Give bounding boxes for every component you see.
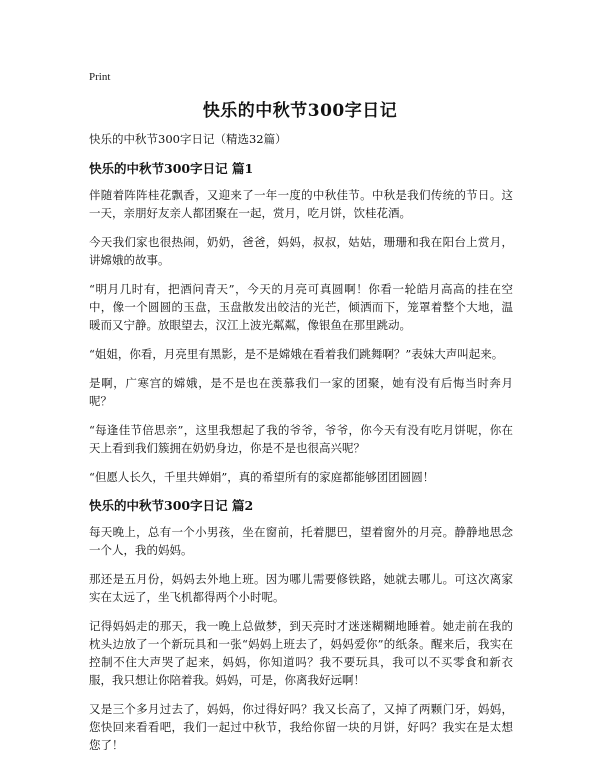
paragraph: 每天晚上，总有一个小男孩，坐在窗前，托着腮巴，望着窗外的月亮。静静地思念一个人，我的妈妈。 <box>89 525 513 557</box>
paragraph: 那还是五月份，妈妈去外地上班。因为哪儿需要修铁路，她就去哪儿。可这次离家实在太远了，坐飞机都得两个小时呢。 <box>89 572 513 604</box>
paragraph: 是啊，广寒宫的嫦娥，是不是也在羡慕我们一家的团聚，她有没有后悔当时奔月呢？ <box>89 376 513 408</box>
paragraph: 记得妈妈走的那天，我一晚上总做梦，到天亮时才迷迷糊糊地睡着。她走前在我的枕头边放了一个新玩具和一张“妈妈上班去了，妈妈爱你”的纸条。醒来后，我实在控制不住大声哭了起来，妈妈，你知道吗？我不要玩具，我可以不买零食和新衣服，我只想让你陪着我。妈妈，可是，你离我好远啊！ <box>89 619 513 687</box>
paragraph: “但愿人长久，千里共婵娟”，真的希望所有的家庭都能够团团圆圆！ <box>89 470 435 484</box>
section-heading: 快乐的中秋节300字日记 篇2 <box>89 498 254 513</box>
paragraph: 又是三个多月过去了，妈妈，你过得好吗？我又长高了，又掉了两颗门牙，妈妈，您快回来看看吧，我们一起过中秋节，我给你留一块的月饼，好吗？我实在是太想您了！ <box>89 702 513 752</box>
section-heading: 快乐的中秋节300字日记 篇1 <box>89 161 254 176</box>
paragraph: “每逢佳节倍思亲”，这里我想起了我的爷爷，爷爷，你今天有没有吃月饼呢，你在天上看到我们簇拥在奶奶身边，你是不是也很高兴呢？ <box>89 423 513 455</box>
page-title: 快乐的中秋节300字日记 <box>202 101 398 121</box>
paragraph: “姐姐，你看，月亮里有黑影，是不是嫦娥在看着我们跳舞啊？”表妹大声叫起来。 <box>89 347 504 361</box>
section-1 <box>89 160 513 486</box>
paragraph: 今天我们家也很热闹，奶奶，爸爸，妈妈，叔叔，姑姑，珊珊和我在阳台上赏月，讲嫦娥的故事。 <box>89 235 513 267</box>
paragraph: “明月几时有，把酒问青天”，今天的月亮可真圆啊！你看一轮皓月高高的挂在空中，像一个圆圆的玉盘，玉盘散发出皎洁的光芒，倾洒而下，笼罩着整个大地，温暖而又宁静。放眼望去，汉江上波光粼粼，像银鱼在那里跳动。 <box>89 282 513 332</box>
paragraph: 伴随着阵阵桂花飘香，又迎来了一年一度的中秋佳节。中秋是我们传统的节日。这一天，亲朋好友亲人都团聚在一起，赏月，吃月饼，饮桂花酒。 <box>89 188 513 220</box>
section-2 <box>89 497 513 754</box>
article-subtitle: 快乐的中秋节300字日记（精选32篇） <box>89 132 287 146</box>
article-body <box>89 130 513 765</box>
print-label: Print <box>89 71 111 83</box>
